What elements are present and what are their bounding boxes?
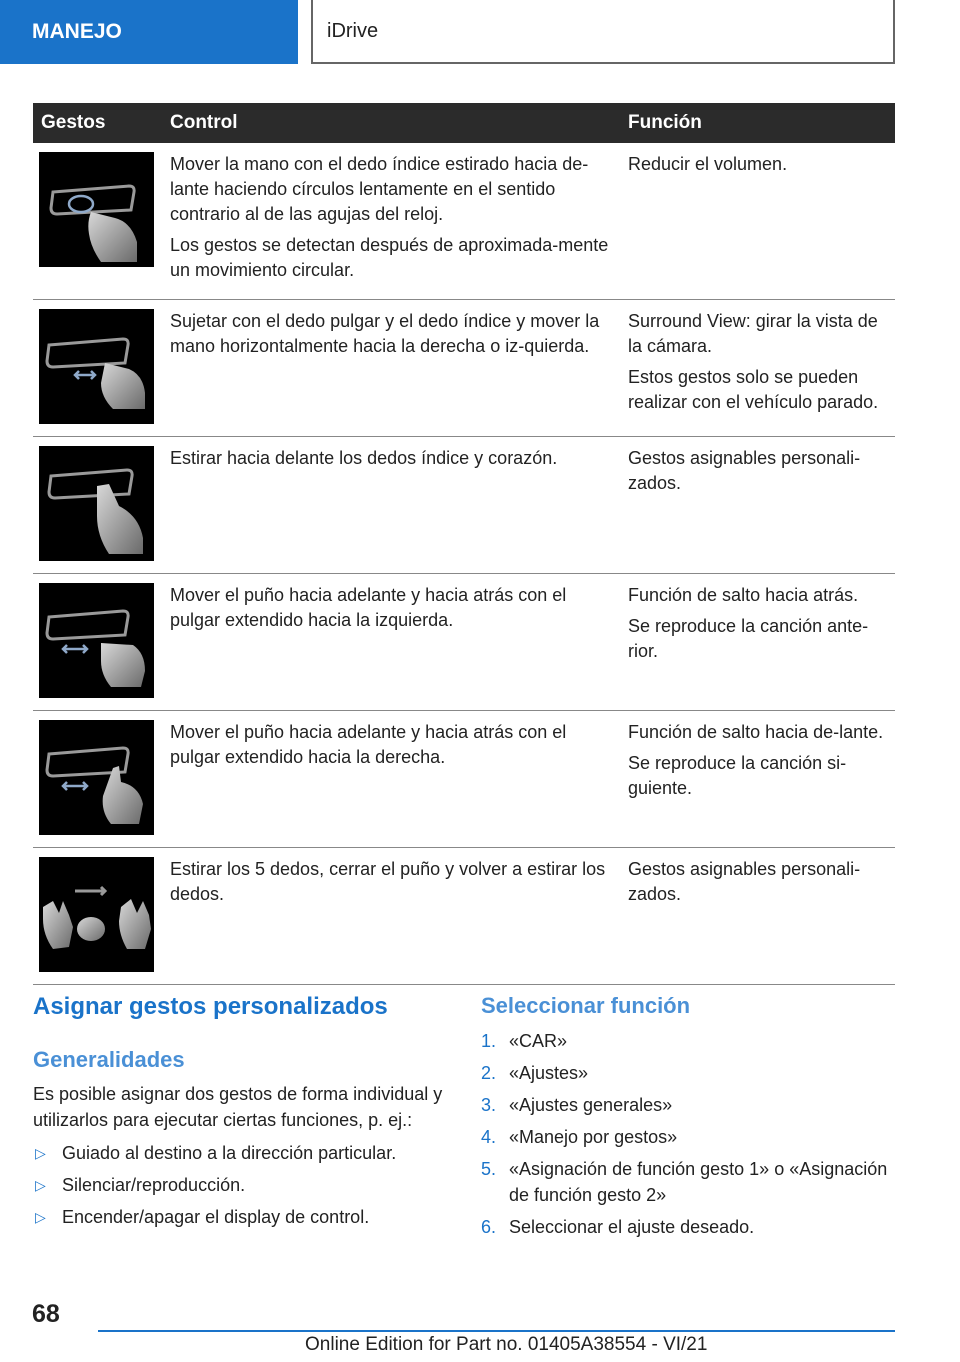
function-text: Se reproduce la canción si-guiente. [628,753,847,798]
footer-divider [98,1330,895,1332]
step-item: 4. «Manejo por gestos» [481,1127,678,1147]
function-examples-list [33,1140,453,1236]
step-item: 2. «Ajustes» [481,1063,589,1083]
control-text: Mover el puño hacia adelante y hacia atrás con el pulgar extendido hacia la derecha. [170,722,567,767]
table-row [33,574,895,711]
column-header-function: Función [620,103,895,143]
hand-thumb-left-icon [39,583,154,698]
section-title: Asignar gestos personalizados [33,993,388,1020]
function-text: Estos gestos solo se pueden realizar con el vehículo parado. [628,367,879,412]
steps-list [481,1028,901,1246]
function-text: Se reproduce la canción ante-rior. [628,616,869,661]
hand-two-fingers-forward-icon [39,446,154,561]
column-header-control: Control [162,103,620,143]
edition-footer: Online Edition for Part no. 01405A38554 - VI/21 [305,1334,708,1355]
section-label: MANEJO [32,20,122,43]
triangle-bullet-icon: ▷ [35,1145,46,1161]
hand-open-fist-open-icon [39,857,154,972]
function-text: Reducir el volumen. [628,154,788,174]
triangle-bullet-icon: ▷ [35,1177,46,1193]
function-text: Gestos asignables personali-zados. [628,448,861,493]
control-text: Mover el puño hacia adelante y hacia atrás con el pulgar extendido hacia la izquierda. [170,585,567,630]
step-item: 3. «Ajustes generales» [481,1095,673,1115]
list-item: ▷ Guiado al destino a la dirección particular. [33,1140,453,1166]
table-row [33,848,895,985]
column-header-gestures: Gestos [33,103,162,143]
subsection-title: Generalidades [33,1047,185,1072]
table-row [33,437,895,574]
list-item: ▷ Silenciar/reproducción. [33,1172,453,1198]
function-text: Gestos asignables personali-zados. [628,859,861,904]
function-text: Función de salto hacia de-lante. [628,722,884,742]
table-row [33,711,895,848]
intro-paragraph: Es posible asignar dos gestos de forma individual y utilizarlos para ejecutar ciertas funciones, p. ej.: [33,1084,443,1130]
function-text: Surround View: girar la vista de la cámara. [628,311,878,356]
select-function-title: Seleccionar función [481,993,691,1018]
hand-circle-counterclockwise-icon [39,152,154,267]
table-row [33,300,895,437]
triangle-bullet-icon: ▷ [35,1209,46,1225]
control-text: Los gestos se detectan después de aproximada-mente un movimiento circular. [170,235,609,280]
page-number: 68 [32,1300,60,1328]
control-text: Sujetar con el dedo pulgar y el dedo índice y mover la mano horizontalmente hacia la derecha o iz-quierda. [170,311,600,356]
control-text: Estirar hacia delante los dedos índice y corazón. [170,448,558,468]
table-row [33,143,895,300]
step-item: 6. Seleccionar el ajuste deseado. [481,1217,755,1237]
table-header-row [33,103,895,143]
list-item: ▷ Encender/apagar el display de control. [33,1204,453,1230]
hand-pinch-swipe-icon [39,309,154,424]
step-item: 5. «Asignación de función gesto 1» o «Asignación de función gesto 2» [481,1159,888,1205]
function-text: Función de salto hacia atrás. [628,585,859,605]
chapter-title: iDrive [327,19,379,42]
control-text: Estirar los 5 dedos, cerrar el puño y volver a estirar los dedos. [170,859,606,904]
control-text: Mover la mano con el dedo índice estirado hacia de-lante haciendo círculos lentamente en el sentido contrario al de las agujas del reloj. [170,154,589,224]
step-item: 1. «CAR» [481,1031,568,1051]
hand-thumb-right-icon [39,720,154,835]
section-tab [0,0,298,64]
gestures-table [33,103,895,985]
page-header [311,0,895,64]
